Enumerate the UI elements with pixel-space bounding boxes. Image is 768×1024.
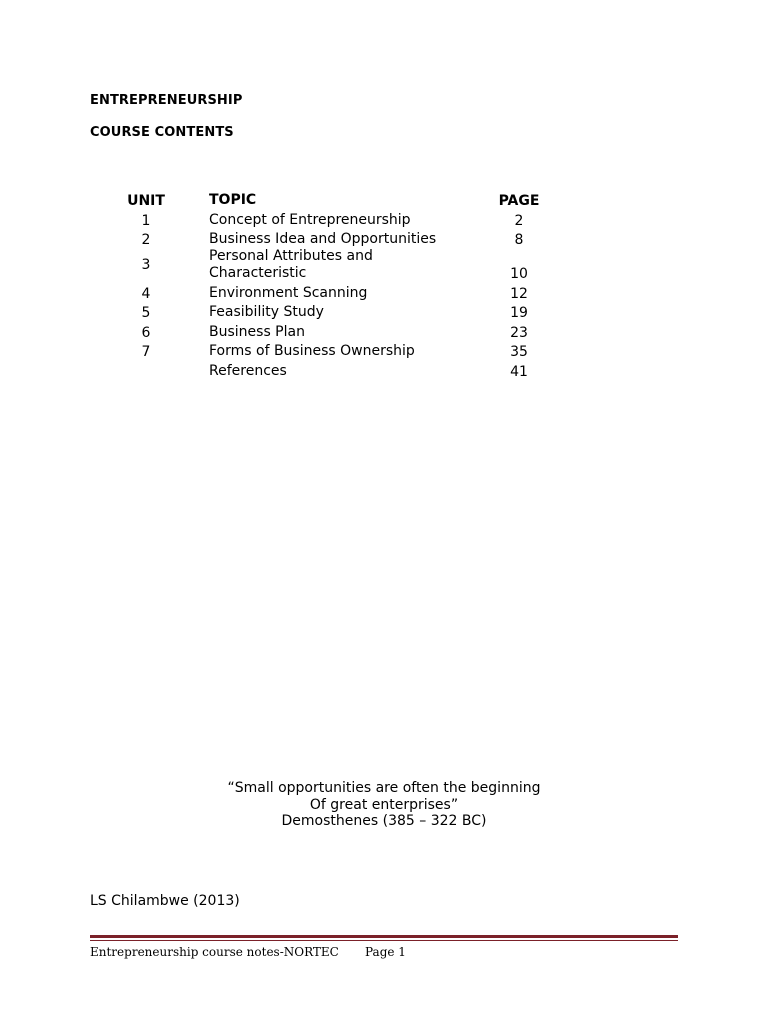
table-of-contents bbox=[90, 190, 590, 380]
page-column-header: PAGE bbox=[498, 193, 540, 209]
topic-title-line-2: Characteristic bbox=[209, 265, 307, 281]
page-number: 19 bbox=[510, 305, 528, 321]
page-number: 23 bbox=[510, 324, 528, 341]
footer-divider-thick bbox=[90, 935, 678, 938]
topic-title: Business Plan bbox=[209, 323, 305, 340]
unit-number: 6 bbox=[141, 324, 151, 341]
topic-title bbox=[202, 248, 479, 282]
table-row bbox=[90, 248, 590, 282]
topic-column-header: TOPIC bbox=[209, 192, 257, 208]
unit-number: 5 bbox=[141, 305, 151, 321]
author-credit: LS Chilambwe (2013) bbox=[90, 893, 240, 909]
quote-block bbox=[0, 780, 768, 830]
table-row bbox=[90, 321, 590, 341]
page-number: 10 bbox=[510, 266, 528, 282]
page-number: 8 bbox=[514, 232, 524, 248]
topic-title-line-1: Personal Attributes and bbox=[209, 248, 373, 264]
footer-course-notes: Entrepreneurship course notes-NORTEC bbox=[90, 945, 339, 959]
table-row bbox=[90, 360, 590, 380]
quote-line-1: “Small opportunities are often the beginning bbox=[227, 780, 541, 796]
topic-title: Feasibility Study bbox=[209, 304, 324, 320]
quote-line-2: Of great enterprises” bbox=[309, 796, 459, 813]
table-row bbox=[90, 209, 590, 229]
page-number: 41 bbox=[510, 363, 528, 380]
topic-title: References bbox=[209, 362, 287, 379]
topic-title: Environment Scanning bbox=[209, 284, 368, 301]
table-row bbox=[90, 229, 590, 249]
unit-number: 7 bbox=[141, 344, 151, 360]
page-number: 12 bbox=[510, 285, 528, 302]
unit-column-header: UNIT bbox=[127, 193, 165, 209]
footer-page-number: Page 1 bbox=[365, 945, 406, 959]
page-number: 2 bbox=[514, 212, 524, 229]
unit-number: 1 bbox=[141, 212, 151, 229]
table-row bbox=[90, 282, 590, 302]
unit-number: 2 bbox=[141, 232, 151, 248]
table-row bbox=[90, 302, 590, 322]
footer-divider-thin bbox=[90, 940, 678, 941]
topic-title: Concept of Entrepreneurship bbox=[209, 211, 411, 228]
document-subtitle: COURSE CONTENTS bbox=[90, 125, 234, 140]
topic-title: Business Idea and Opportunities bbox=[209, 231, 437, 247]
document-title: ENTREPRENEURSHIP bbox=[90, 93, 243, 108]
topic-title: Forms of Business Ownership bbox=[209, 343, 415, 359]
quote-attribution: Demosthenes (385 – 322 BC) bbox=[281, 813, 487, 829]
unit-number: 3 bbox=[141, 257, 151, 273]
unit-number: 4 bbox=[141, 285, 151, 302]
toc-header-row bbox=[90, 190, 590, 209]
page-number: 35 bbox=[510, 344, 528, 360]
table-row bbox=[90, 341, 590, 361]
